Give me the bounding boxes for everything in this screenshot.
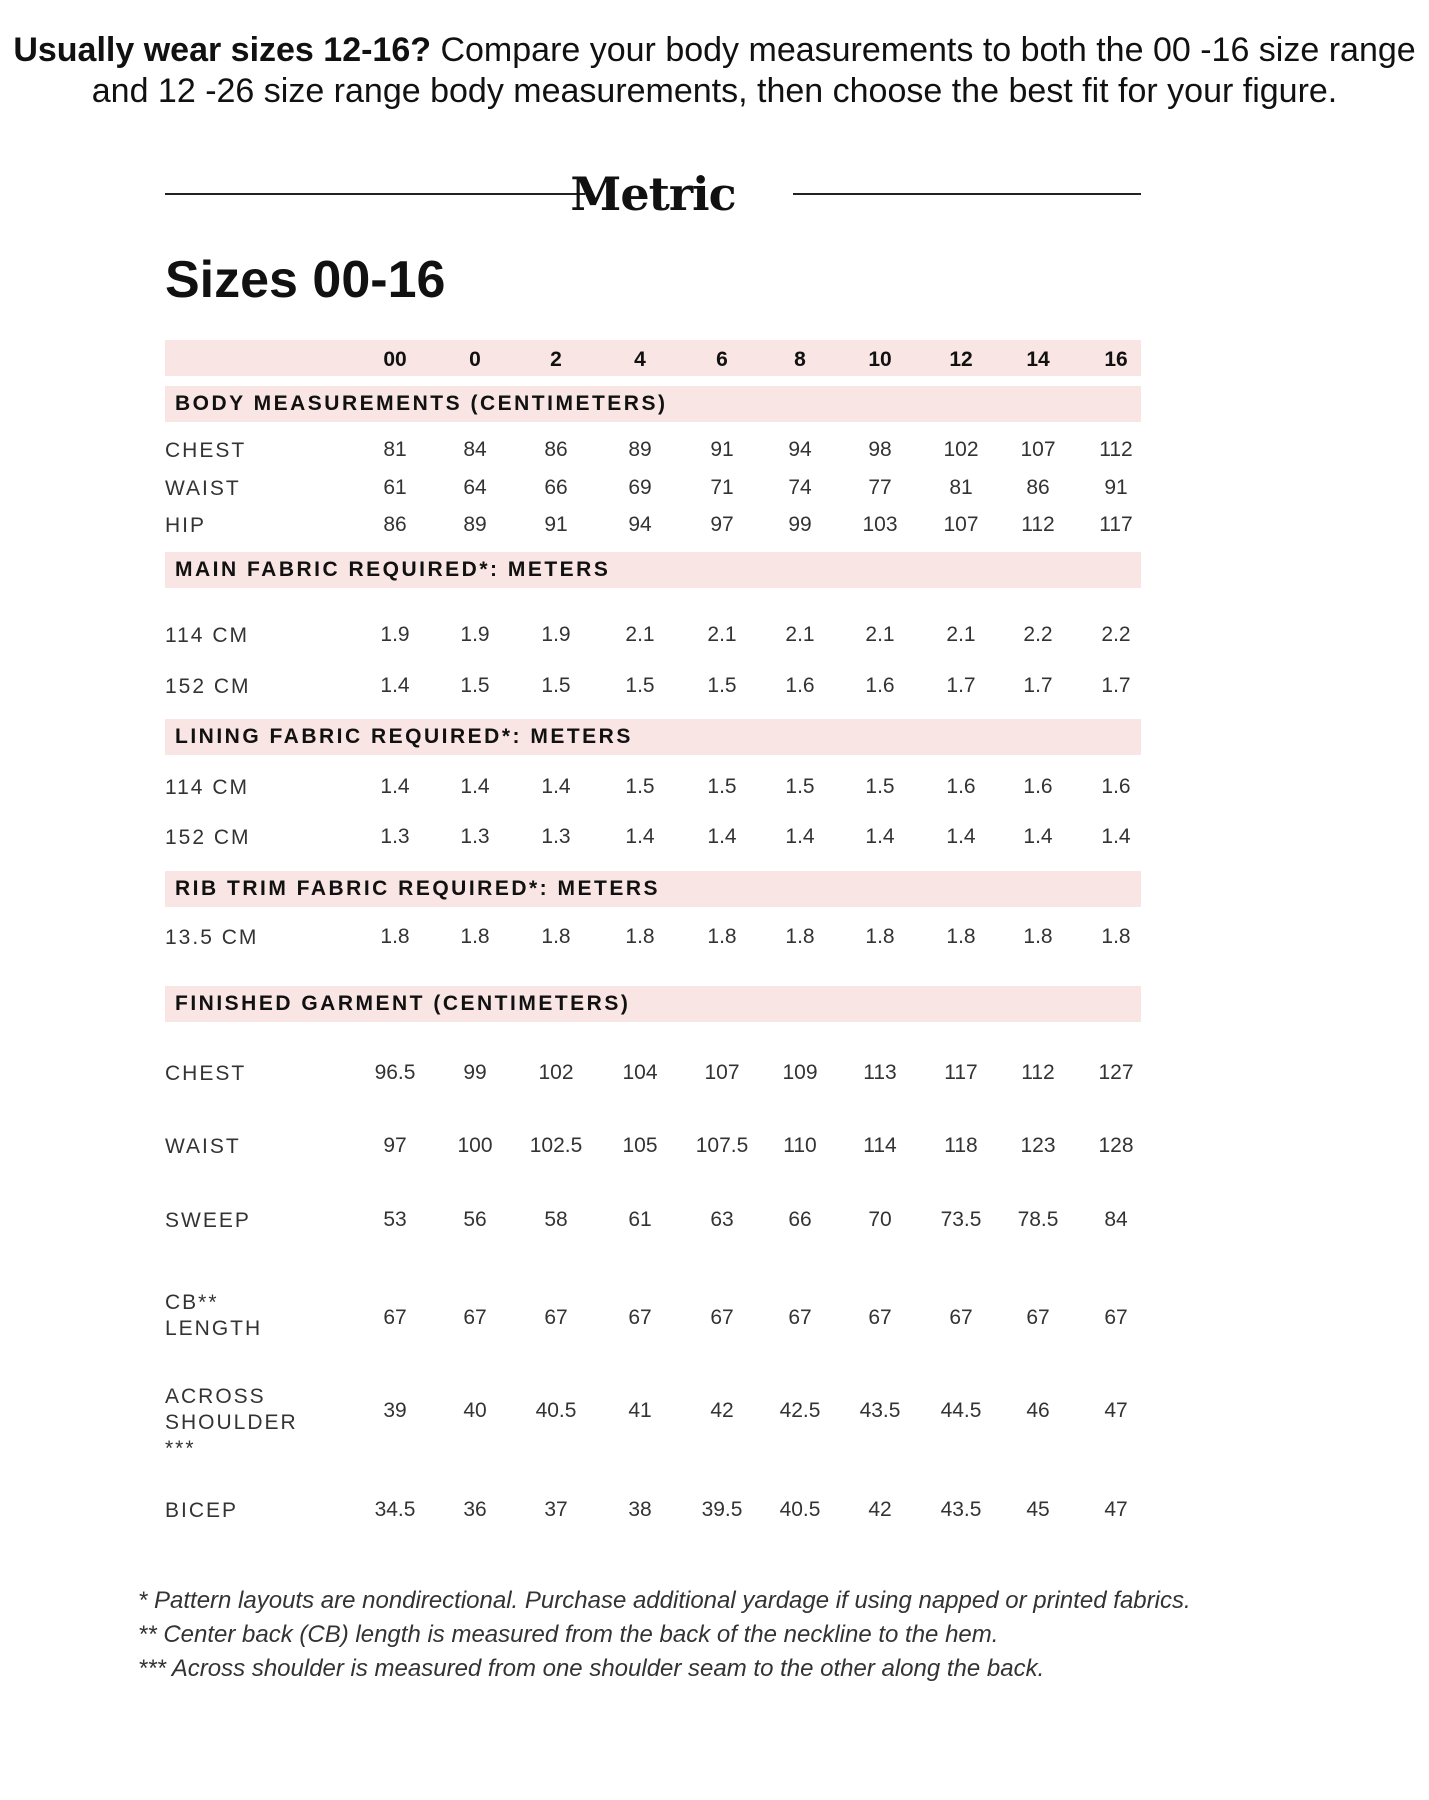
table-cell: 1.5 [707,674,737,697]
table-cell: 1.4 [707,825,737,848]
table-cell: 1.8 [625,925,655,948]
table-cell: 2.2 [1023,623,1053,646]
table-cell: 102 [943,438,979,461]
table-cell: 89 [628,438,652,461]
table-cell: 71 [710,476,734,499]
table-cell: 102.5 [529,1134,583,1157]
table-cell: 97 [383,1134,407,1157]
table-cell: 105 [622,1134,658,1157]
table-cell: 1.4 [380,775,410,798]
table-cell: 64 [463,476,487,499]
table-cell: 1.4 [1023,825,1053,848]
table-cell: 47 [1104,1498,1128,1521]
table-cell: 89 [463,513,487,536]
table-cell: 86 [383,513,407,536]
table-cell: 37 [544,1498,568,1521]
table-cell: 81 [949,476,973,499]
metric-title: Metric [570,167,736,221]
table-cell: 84 [1104,1208,1128,1231]
table-cell: 67 [1104,1306,1128,1329]
table-cell: 112 [1099,438,1133,461]
table-cell: 91 [710,438,734,461]
table-cell: 77 [868,476,892,499]
table-cell: 117 [944,1061,978,1084]
table-cell: 67 [628,1306,652,1329]
table-cell: 107.5 [695,1134,749,1157]
table-cell: 1.8 [541,925,571,948]
table-cell: 38 [628,1498,652,1521]
table-cell: 1.5 [625,674,655,697]
table-cell: 112 [1021,513,1055,536]
row-label: BICEP [165,1499,239,1522]
table-cell: 39.5 [701,1498,743,1521]
table-cell: 94 [788,438,812,461]
footnote: *** Across shoulder is measured from one shoulder seam to the other along the back. [138,1655,1045,1682]
table-cell: 1.5 [785,775,815,798]
table-cell: 42 [868,1498,892,1521]
table-cell: 1.4 [865,825,895,848]
metric-rule-right [793,193,1141,195]
table-cell: 1.8 [460,925,490,948]
table-cell: 102 [538,1061,574,1084]
table-cell: 123 [1020,1134,1056,1157]
table-cell: 104 [622,1061,658,1084]
size-header-2: 2 [550,348,562,371]
table-cell: 118 [944,1134,978,1157]
section-label: MAIN FABRIC REQUIRED*: METERS [175,558,611,581]
table-cell: 41 [628,1399,652,1422]
table-cell: 44.5 [940,1399,982,1422]
table-cell: 99 [463,1061,487,1084]
table-cell: 91 [544,513,568,536]
table-cell: 94 [628,513,652,536]
table-cell: 1.3 [460,825,490,848]
row-label: 114 CM [165,776,249,799]
section-label: BODY MEASUREMENTS (CENTIMETERS) [175,392,668,415]
table-cell: 127 [1098,1061,1134,1084]
table-cell: 67 [788,1306,812,1329]
table-cell: 114 [863,1134,897,1157]
row-label: WAIST [165,477,241,500]
table-cell: 43.5 [859,1399,901,1422]
table-cell: 1.6 [785,674,815,697]
table-cell: 84 [463,438,487,461]
metric-header [165,165,1141,235]
table-cell: 112 [1021,1061,1055,1084]
table-cell: 100 [457,1134,493,1157]
table-cell: 1.9 [460,623,490,646]
table-cell: 1.8 [380,925,410,948]
table-cell: 96.5 [374,1061,416,1084]
intro-text [0,30,1429,112]
table-cell: 78.5 [1017,1208,1059,1231]
size-range-title: Sizes 00-16 [165,251,446,309]
table-cell: 40 [463,1399,487,1422]
size-header-12: 12 [949,348,973,371]
table-cell: 1.5 [460,674,490,697]
table-cell: 103 [862,513,898,536]
row-label: 152 CM [165,826,251,849]
row-label: CB** LENGTH [165,1291,263,1340]
table-cell: 43.5 [940,1498,982,1521]
table-cell: 113 [863,1061,897,1084]
table-cell: 61 [383,476,407,499]
table-cell: 56 [463,1208,487,1231]
table-cell: 63 [710,1208,734,1231]
table-cell: 1.4 [460,775,490,798]
table-cell: 2.1 [865,623,895,646]
table-cell: 1.7 [1023,674,1053,697]
table-cell: 2.1 [707,623,737,646]
row-label: SWEEP [165,1209,251,1232]
table-cell: 1.5 [625,775,655,798]
table-cell: 107 [1020,438,1056,461]
table-cell: 1.4 [1101,825,1131,848]
table-cell: 2.1 [946,623,976,646]
table-cell: 67 [868,1306,892,1329]
table-cell: 1.9 [541,623,571,646]
row-label: 13.5 CM [165,926,259,949]
table-cell: 36 [463,1498,487,1521]
size-header-8: 8 [794,348,806,371]
table-cell: 42.5 [779,1399,821,1422]
table-cell: 1.6 [865,674,895,697]
table-cell: 1.9 [380,623,410,646]
table-cell: 1.8 [1023,925,1053,948]
row-label: 152 CM [165,675,251,698]
size-header-14: 14 [1026,348,1050,371]
table-cell: 66 [544,476,568,499]
size-header-4: 4 [634,348,646,371]
table-cell: 67 [949,1306,973,1329]
table-cell: 1.4 [625,825,655,848]
table-cell: 1.4 [785,825,815,848]
table-cell: 2.1 [785,623,815,646]
table-cell: 40.5 [779,1498,821,1521]
table-cell: 74 [788,476,812,499]
table-cell: 1.4 [541,775,571,798]
table-cell: 98 [868,438,892,461]
table-cell: 1.3 [380,825,410,848]
size-header-6: 6 [716,348,728,371]
table-cell: 70 [868,1208,892,1231]
table-cell: 99 [788,513,812,536]
table-cell: 67 [1026,1306,1050,1329]
table-cell: 67 [710,1306,734,1329]
row-label: ACROSS SHOULDER *** [165,1385,298,1460]
intro-rest: Compare your body measurements to both the 00 -16 size range and 12 -26 size range body measurements, then choose the best fit for your figure. [91,31,1416,110]
intro-bold: Usually wear sizes 12-16? [13,31,432,69]
table-cell: 1.6 [946,775,976,798]
row-label: CHEST [165,1062,247,1085]
table-cell: 128 [1098,1134,1134,1157]
table-cell: 47 [1104,1399,1128,1422]
footnote: ** Center back (CB) length is measured from the back of the neckline to the hem. [138,1621,999,1648]
row-label: CHEST [165,439,247,462]
row-label: 114 CM [165,624,249,647]
table-cell: 1.8 [1101,925,1131,948]
table-cell: 117 [1099,513,1133,536]
section-label: RIB TRIM FABRIC REQUIRED*: METERS [175,877,661,900]
size-header-00: 00 [383,348,407,371]
section-label: FINISHED GARMENT (CENTIMETERS) [175,992,631,1015]
table-cell: 73.5 [940,1208,982,1231]
section-label: LINING FABRIC REQUIRED*: METERS [175,725,633,748]
size-header-0: 0 [469,348,481,371]
table-cell: 1.8 [865,925,895,948]
table-cell: 2.1 [625,623,655,646]
table-cell: 69 [628,476,652,499]
table-cell: 110 [783,1134,817,1157]
table-cell: 91 [1104,476,1128,499]
table-cell: 1.5 [541,674,571,697]
table-cell: 1.4 [380,674,410,697]
table-cell: 1.6 [1101,775,1131,798]
table-cell: 61 [628,1208,652,1231]
table-cell: 40.5 [535,1399,577,1422]
table-cell: 42 [710,1399,734,1422]
table-cell: 1.8 [946,925,976,948]
table-cell: 81 [383,438,407,461]
table-cell: 1.8 [785,925,815,948]
table-cell: 67 [463,1306,487,1329]
table-cell: 1.5 [707,775,737,798]
row-label: HIP [165,514,207,537]
table-cell: 1.6 [1023,775,1053,798]
table-cell: 66 [788,1208,812,1231]
table-cell: 2.2 [1101,623,1131,646]
table-cell: 67 [544,1306,568,1329]
table-cell: 1.7 [1101,674,1131,697]
table-cell: 86 [1026,476,1050,499]
table-cell: 1.8 [707,925,737,948]
table-cell: 97 [710,513,734,536]
table-cell: 53 [383,1208,407,1231]
footnotes [138,1584,1191,1686]
table-cell: 67 [383,1306,407,1329]
footnote: * Pattern layouts are nondirectional. Purchase additional yardage if using napped or printed fabrics. [138,1587,1191,1614]
table-cell: 1.4 [946,825,976,848]
table-cell: 34.5 [374,1498,416,1521]
table-cell: 86 [544,438,568,461]
table-cell: 107 [943,513,979,536]
size-header-16: 16 [1104,348,1128,371]
table-cell: 39 [383,1399,407,1422]
table-cell: 58 [544,1208,568,1231]
table-cell: 1.7 [946,674,976,697]
table-cell: 45 [1026,1498,1050,1521]
table-cell: 1.3 [541,825,571,848]
table-cell: 109 [782,1061,818,1084]
table-cell: 1.5 [865,775,895,798]
size-header-10: 10 [868,348,892,371]
row-label: WAIST [165,1135,241,1158]
table-cell: 107 [704,1061,740,1084]
table-cell: 46 [1026,1399,1050,1422]
